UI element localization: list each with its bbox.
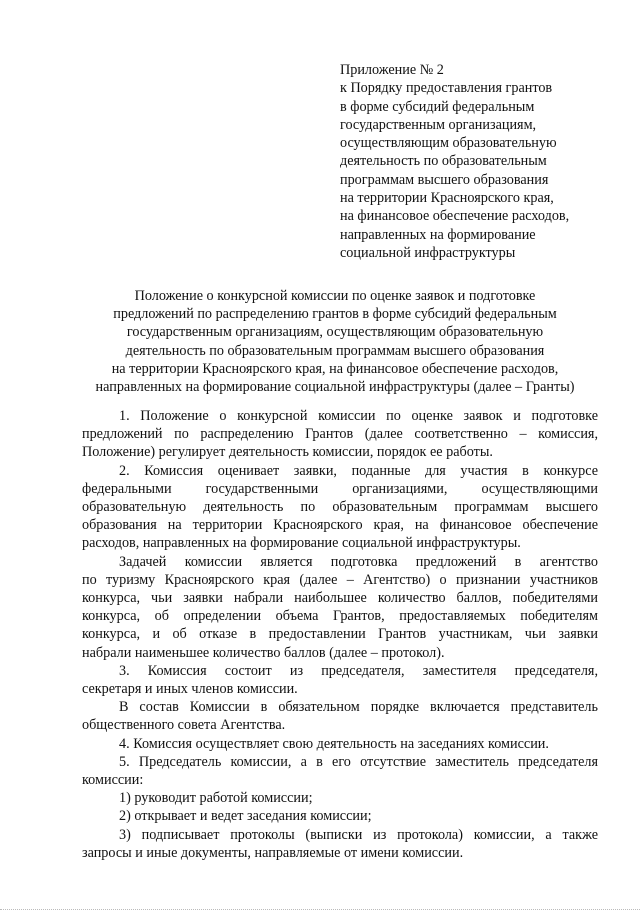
paragraph-line: федеральными государственными организациями, осуществляющими: [82, 480, 598, 497]
paragraph-line: конкурса, об определении объема Грантов, предоставляемых победителям: [82, 608, 598, 625]
document-title: [40, 287, 630, 396]
paragraph-5: [82, 753, 598, 789]
appendix-header: [340, 61, 630, 262]
paragraph-line: конкурса, чьи заявки набрали наибольшее количество баллов, победителями: [82, 590, 598, 607]
paragraph-3: [82, 662, 598, 698]
title-line: предложений по распределению грантов в форме субсидий федеральным: [113, 306, 557, 323]
paragraph-line: образования на территории Красноярского края, на финансовое обеспечение: [82, 517, 598, 534]
paragraph-line: 1. Положение о конкурсной комиссии по оценке заявок и подготовке: [119, 408, 598, 424]
title-line: на территории Красноярского края, на финансовое обеспечение расходов,: [111, 360, 559, 377]
appendix-line: социальной инфраструктуры: [340, 244, 516, 261]
paragraph-line: набрали наименьшее количество баллов (далее – протокол).: [82, 644, 445, 661]
paragraph-line: образовательную деятельность по образовательным программам высшего: [82, 499, 598, 516]
paragraph-line: предложений по распределению Грантов (далее соответственно – комиссия,: [82, 426, 598, 443]
paragraph-line: 3) подписывает протоколы (выписки из протокола) комиссии, а также: [119, 826, 598, 843]
appendix-line: к Порядку предоставления грантов: [340, 80, 553, 97]
appendix-line: направленных на формирование: [340, 226, 536, 243]
appendix-line: на финансовое обеспечение расходов,: [340, 208, 570, 225]
paragraph-line: 1) руководит работой комиссии;: [119, 790, 313, 807]
appendix-line: осуществляющим образовательную: [340, 135, 557, 152]
appendix-line: программам высшего образования: [340, 171, 549, 188]
title-line: деятельность по образовательным программам высшего образования: [125, 342, 545, 359]
appendix-line: государственным организациям,: [340, 116, 537, 133]
appendix-line: деятельность по образовательным: [340, 153, 547, 170]
document-body: [82, 407, 598, 862]
page-bottom-edge: [0, 909, 640, 913]
paragraph-2: [82, 462, 598, 553]
title-line: государственным организациям, осуществляющим образовательную: [126, 324, 544, 341]
paragraph-4: [82, 735, 598, 753]
paragraph-line: В состав Комиссии в обязательном порядке включается представитель: [119, 699, 598, 716]
paragraph-line: 5. Председатель комиссии, а в его отсутствие заместитель председателя: [119, 753, 598, 770]
paragraph-line: Задачей комиссии является подготовка предложений в агентство: [119, 553, 598, 570]
paragraph-1: [82, 407, 598, 462]
paragraph-line: расходов, направленных на формирование социальной инфраструктуры.: [82, 535, 521, 552]
paragraph-tasks: [82, 553, 598, 662]
paragraph-composition: [82, 698, 598, 734]
appendix-line: на территории Красноярского края,: [340, 190, 554, 207]
paragraph-line: Положение) регулирует деятельность комиссии, порядок ее работы.: [82, 444, 493, 461]
paragraph-line: секретаря и иных членов комиссии.: [82, 681, 298, 698]
list-item-2: [82, 807, 598, 825]
title-line: направленных на формирование социальной инфраструктуры (далее – Гранты): [95, 379, 575, 396]
paragraph-line: конкурса, и об отказе в предоставлении Грантов участникам, чьи заявки: [82, 626, 598, 643]
paragraph-line: запросы и иные документы, направляемые от имени комиссии.: [82, 844, 464, 861]
paragraph-line: 2) открывает и ведет заседания комиссии;: [119, 808, 372, 825]
paragraph-line: общественного совета Агентства.: [82, 717, 286, 734]
paragraph-line: 4. Комиссия осуществляет свою деятельность на заседаниях комиссии.: [119, 735, 549, 752]
appendix-line: Приложение № 2: [340, 62, 444, 78]
paragraph-line: 2. Комиссия оценивает заявки, поданные для участия в конкурсе: [119, 462, 598, 479]
paragraph-line: комиссии:: [82, 772, 144, 789]
appendix-line: в форме субсидий федеральным: [340, 98, 535, 115]
list-item-1: [82, 789, 598, 807]
paragraph-line: по туризму Красноярского края (далее – Агентство) о признании участников: [82, 571, 598, 588]
list-item-3: [82, 826, 598, 862]
paragraph-line: 3. Комиссия состоит из председателя, заместителя председателя,: [119, 662, 598, 679]
title-line: Положение о конкурсной комиссии по оценке заявок и подготовке: [134, 288, 536, 304]
